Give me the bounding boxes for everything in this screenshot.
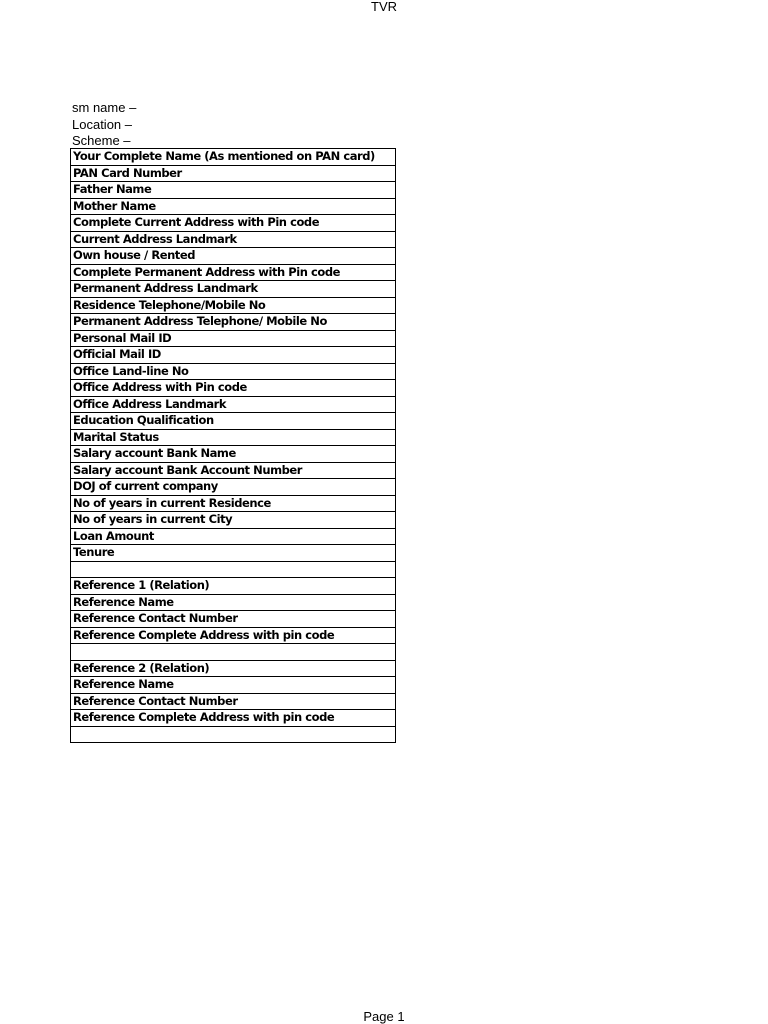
table-row [71,330,396,347]
field-label-cell: Office Land-line No [71,363,396,380]
table-row [71,512,396,529]
table-row [71,446,396,463]
table-row [71,198,396,215]
field-label-cell: Reference Complete Address with pin code [71,627,396,644]
table-row [71,726,396,743]
table-row [71,561,396,578]
field-label-cell: Reference Name [71,677,396,694]
field-label-cell: Tenure [71,545,396,562]
field-label-cell: Current Address Landmark [71,231,396,248]
customer-details-table-body [71,149,396,743]
table-row [71,182,396,199]
table-row [71,149,396,166]
table-row [71,627,396,644]
table-row [71,281,396,298]
table-row [71,413,396,430]
table-row [71,231,396,248]
table-row [71,396,396,413]
field-label-cell: Reference 1 (Relation) [71,578,396,595]
field-label-cell [71,561,396,578]
table-row [71,660,396,677]
table-row [71,429,396,446]
field-label-cell: Complete Current Address with Pin code [71,215,396,232]
field-label-cell: Complete Permanent Address with Pin code [71,264,396,281]
table-row [71,545,396,562]
table-row [71,380,396,397]
field-label-cell: Reference Name [71,594,396,611]
scheme-label: Scheme – [72,133,131,148]
field-label-cell: No of years in current City [71,512,396,529]
table-row [71,462,396,479]
field-label-cell: Salary account Bank Name [71,446,396,463]
table-row [71,693,396,710]
field-label-cell: Your Complete Name (As mentioned on PAN card) [71,149,396,166]
field-label-cell: Reference Complete Address with pin code [71,710,396,727]
page-header-title: TVR [371,0,397,14]
field-label-cell [71,644,396,661]
field-label-cell: Personal Mail ID [71,330,396,347]
table-row [71,248,396,265]
table-row [71,578,396,595]
table-row [71,528,396,545]
field-label-cell: Salary account Bank Account Number [71,462,396,479]
field-label-cell: Residence Telephone/Mobile No [71,297,396,314]
field-label-cell: Loan Amount [71,528,396,545]
table-row [71,363,396,380]
meta-info-block [72,100,136,150]
field-label-cell: Reference 2 (Relation) [71,660,396,677]
customer-details-table [70,148,396,743]
table-row [71,611,396,628]
field-label-cell: Reference Contact Number [71,693,396,710]
table-row [71,264,396,281]
field-label-cell: Office Address Landmark [71,396,396,413]
table-row [71,644,396,661]
field-label-cell: PAN Card Number [71,165,396,182]
field-label-cell: Reference Contact Number [71,611,396,628]
field-label-cell: Father Name [71,182,396,199]
field-label-cell: DOJ of current company [71,479,396,496]
page-number-footer: Page 1 [363,1009,405,1024]
table-row [71,165,396,182]
field-label-cell: Official Mail ID [71,347,396,364]
table-row [71,677,396,694]
table-row [71,479,396,496]
field-label-cell: Mother Name [71,198,396,215]
table-row [71,495,396,512]
sm-name-label: sm name – [72,100,137,115]
field-label-cell: Marital Status [71,429,396,446]
field-label-cell [71,726,396,743]
table-row [71,347,396,364]
table-row [71,215,396,232]
table-row [71,710,396,727]
table-row [71,314,396,331]
field-label-cell: Own house / Rented [71,248,396,265]
table-row [71,594,396,611]
location-label: Location – [72,116,132,132]
table-row [71,297,396,314]
field-label-cell: Permanent Address Telephone/ Mobile No [71,314,396,331]
field-label-cell: No of years in current Residence [71,495,396,512]
field-label-cell: Education Qualification [71,413,396,430]
field-label-cell: Office Address with Pin code [71,380,396,397]
field-label-cell: Permanent Address Landmark [71,281,396,298]
